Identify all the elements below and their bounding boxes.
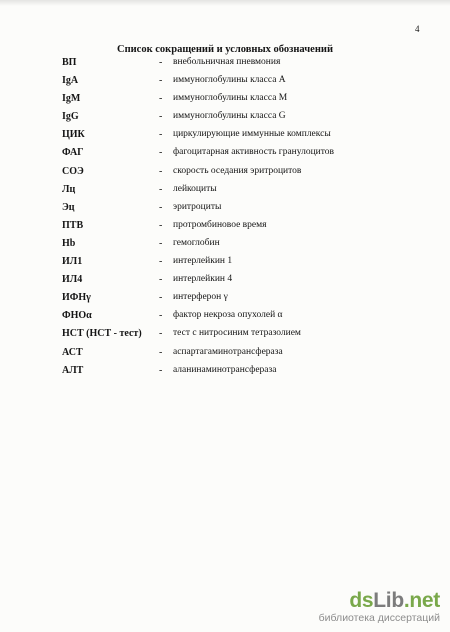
abbreviation-definition: тест с нитросиним тетразолием — [173, 328, 301, 339]
abbreviation-row — [62, 310, 392, 328]
abbreviation-definition: фагоцитарная активность гранулоцитов — [173, 147, 335, 158]
abbreviation-dash: - — [159, 201, 163, 213]
page-number: 4 — [415, 24, 420, 34]
abbreviation-definition: интерлейкин 1 — [173, 256, 233, 267]
abbreviation-term: ИЛ1 — [62, 256, 83, 268]
abbreviation-term: IgG — [62, 111, 79, 123]
abbreviation-term: ЦИК — [62, 129, 85, 141]
abbreviation-row — [62, 220, 392, 238]
abbreviation-dash: - — [159, 75, 163, 87]
scan-edge-shadow — [0, 0, 450, 6]
abbreviation-row — [62, 184, 392, 202]
abbreviation-dash: - — [159, 165, 163, 177]
abbreviation-term: ИЛ4 — [62, 274, 83, 286]
abbreviation-term: ПТВ — [62, 219, 84, 231]
abbreviation-dash: - — [159, 256, 163, 268]
abbreviation-term: АСТ — [62, 346, 83, 358]
abbreviation-definition: внебольничная пневмония — [173, 57, 281, 67]
abbreviation-row — [62, 147, 392, 165]
abbreviation-row — [62, 202, 392, 220]
abbreviation-row — [62, 292, 392, 310]
abbreviation-definition: аланинаминотрансфераза — [173, 364, 277, 375]
abbreviation-row — [62, 365, 392, 383]
abbreviation-term: IgM — [62, 93, 81, 105]
logo-part-ds: ds — [349, 589, 374, 612]
abbreviation-row — [62, 274, 392, 292]
abbreviation-definition: аспартагаминотрансфераза — [173, 346, 283, 357]
abbreviation-definition: скорость оседания эритроцитов — [173, 165, 302, 176]
abbreviation-definition: иммуноглобулины класса А — [173, 75, 286, 86]
abbreviation-row — [62, 166, 392, 184]
abbreviation-dash: - — [159, 93, 163, 105]
abbreviation-row — [62, 75, 392, 93]
abbreviation-row — [62, 256, 392, 274]
abbreviation-definition: гемоглобин — [173, 237, 220, 248]
abbreviation-dash: - — [159, 310, 163, 322]
watermark-subtitle: библиотека диссертаций — [318, 612, 440, 624]
abbreviation-definition: иммуноглобулины класса М — [173, 93, 288, 104]
abbreviation-dash: - — [159, 111, 163, 123]
abbreviation-row — [62, 238, 392, 256]
abbreviation-term: СОЭ — [62, 165, 84, 177]
abbreviation-dash: - — [159, 147, 163, 159]
abbreviation-list — [62, 57, 392, 383]
abbreviation-term: IgA — [62, 75, 79, 87]
abbreviation-dash: - — [159, 57, 163, 68]
abbreviation-definition: циркулирующие иммунные комплексы — [173, 129, 331, 140]
abbreviation-term: ФАГ — [62, 147, 84, 159]
abbreviation-term: Лц — [62, 183, 76, 195]
page-title: Список сокращений и условных обозначений — [117, 44, 333, 55]
abbreviation-dash: - — [159, 274, 163, 286]
abbreviation-definition: фактор некроза опухолей α — [173, 310, 283, 321]
abbreviation-term: Эц — [62, 201, 75, 213]
abbreviation-term: АЛТ — [62, 364, 84, 376]
abbreviation-dash: - — [159, 237, 163, 249]
abbreviation-term: ИФНγ — [62, 292, 91, 304]
logo-part-lib: Lib — [373, 589, 404, 612]
abbreviation-row — [62, 93, 392, 111]
abbreviation-definition: интерферон γ — [173, 292, 228, 303]
dslib-logo — [319, 590, 440, 612]
abbreviation-definition: интерлейкин 4 — [173, 274, 233, 285]
abbreviation-dash: - — [159, 292, 163, 304]
abbreviation-dash: - — [159, 219, 163, 231]
abbreviation-definition: лейкоциты — [173, 183, 217, 194]
abbreviation-definition: иммуноглобулины класса G — [173, 111, 286, 122]
abbreviation-dash: - — [159, 346, 163, 358]
dslib-watermark — [319, 590, 440, 624]
abbreviation-definition: протромбиновое время — [173, 219, 267, 230]
abbreviation-dash: - — [159, 364, 163, 376]
logo-part-net: .net — [403, 589, 440, 612]
abbreviation-row — [62, 347, 392, 365]
abbreviation-term: Hb — [62, 237, 76, 249]
abbreviation-row — [62, 129, 392, 147]
abbreviation-term: ФНОα — [62, 310, 92, 322]
abbreviation-dash: - — [159, 328, 163, 340]
abbreviation-term: ВП — [62, 57, 77, 68]
abbreviation-row — [62, 328, 392, 346]
abbreviation-term: НСТ (НСТ - тест) — [62, 328, 142, 340]
abbreviation-row — [62, 111, 392, 129]
abbreviation-dash: - — [159, 183, 163, 195]
abbreviation-row — [62, 57, 392, 75]
abbreviation-definition: эритроциты — [173, 201, 222, 212]
abbreviation-dash: - — [159, 129, 163, 141]
